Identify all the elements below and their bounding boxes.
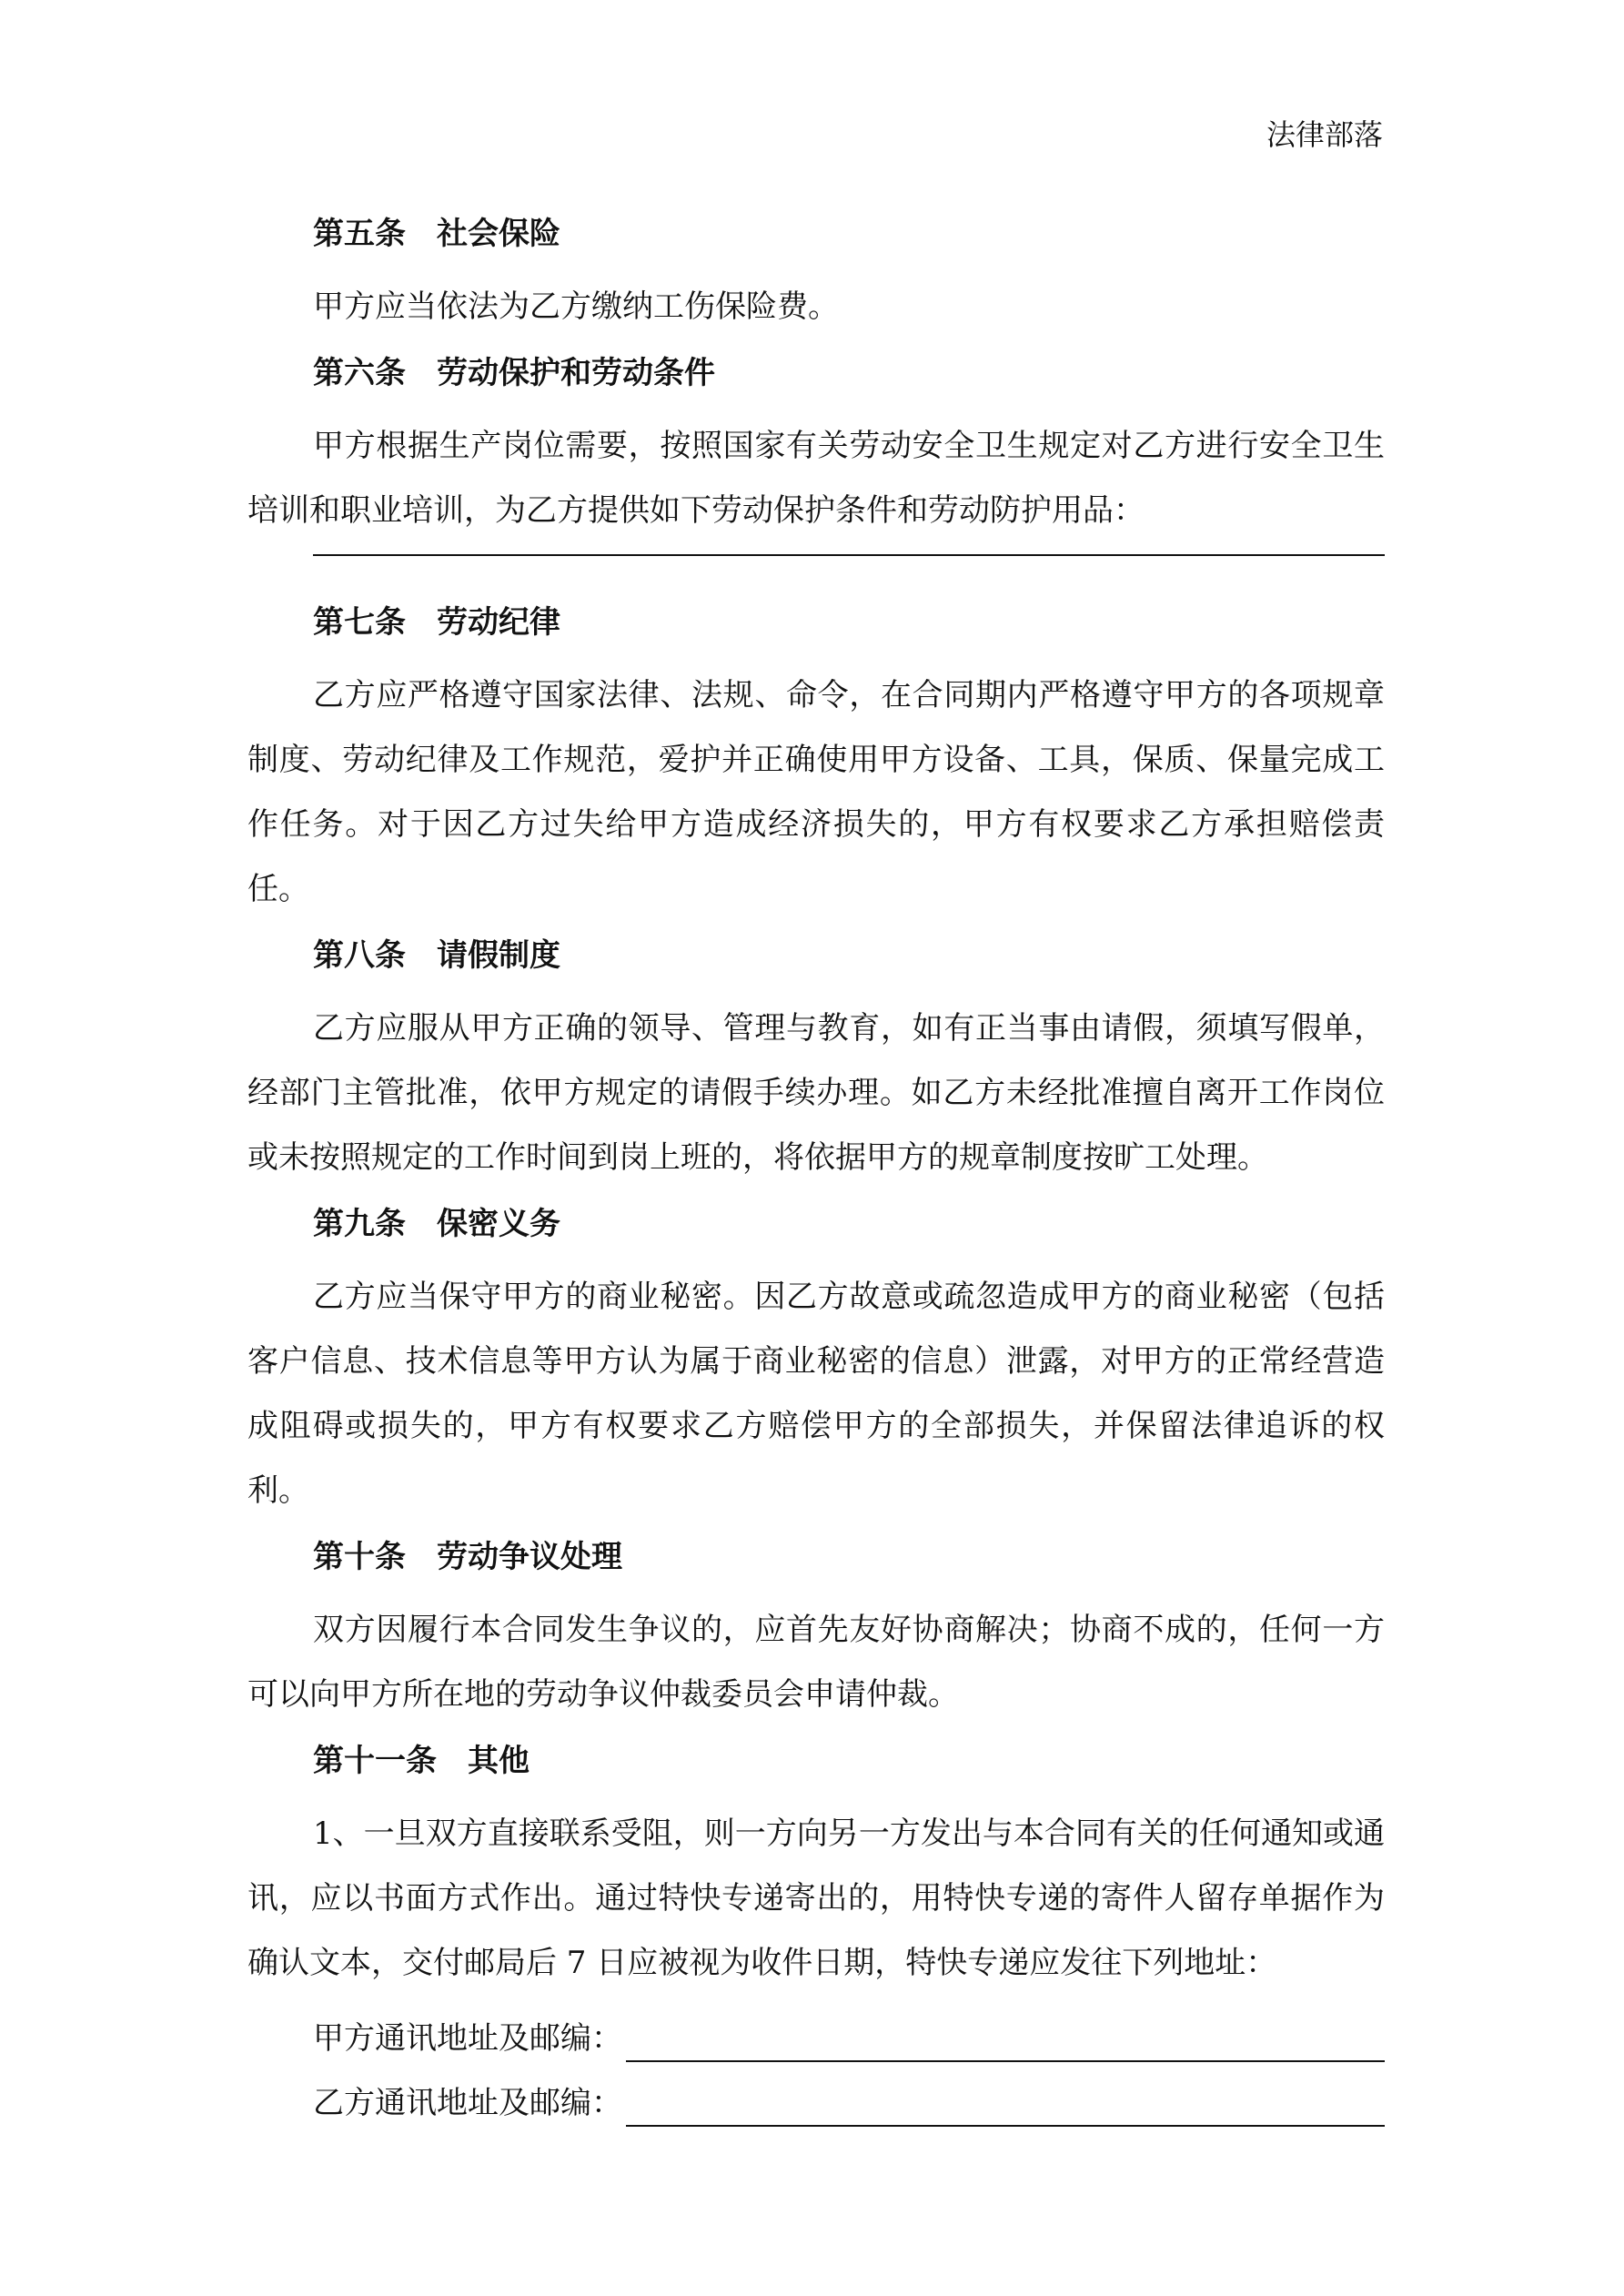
fill-in-blank-line[interactable] xyxy=(313,554,1385,556)
party-a-address-field[interactable] xyxy=(626,2013,1385,2062)
section-paragraph: 1、一旦双方直接联系受阻，则一方向另一方发出与本合同有关的任何通知或通讯，应以书面方式作出。通过特快专递寄出的，用特快专递的寄件人留存单据作为确认文本，交付邮局后 7 日应被视为收件日期，特快专递应发往下列地址： xyxy=(247,1816,1385,1981)
section-heading: 第八条 请假制度 xyxy=(313,937,560,974)
section-paragraph: 乙方应服从甲方正确的领导、管理与教育，如有正当事由请假，须填写假单，经部门主管批准，依甲方规定的请假手续办理。如乙方未经批准擅自离开工作岗位或未按照规定的工作时间到岗上班的，将依据甲方的规章制度按旷工处理。 xyxy=(247,1010,1385,1176)
section-dispute-resolution xyxy=(247,1534,1385,1727)
party-b-address-row xyxy=(247,2071,1385,2136)
document-body xyxy=(247,211,1385,2136)
section-labor-discipline xyxy=(247,600,1385,922)
section-heading: 第七条 劳动纪律 xyxy=(313,604,560,641)
section-heading: 第六条 劳动保护和劳动条件 xyxy=(313,355,715,391)
header-brand: 法律部落 xyxy=(1266,117,1383,152)
section-paragraph: 乙方应当保守甲方的商业秘密。因乙方故意或疏忽造成甲方的商业秘密（包括客户信息、技术信息等甲方认为属于商业秘密的信息）泄露，对甲方的正常经营造成阻碍或损失的，甲方有权要求乙方赔偿甲方的全部损失，并保留法律追诉的权利。 xyxy=(247,1279,1385,1509)
section-labor-protection xyxy=(247,350,1385,556)
section-other xyxy=(247,1738,1385,2136)
section-paragraph: 乙方应严格遵守国家法律、法规、命令，在合同期内严格遵守甲方的各项规章制度、劳动纪律及工作规范，爱护并正确使用甲方设备、工具，保质、保量完成工作任务。对于因乙方过失给甲方造成经济损失的，甲方有权要求乙方承担赔偿责任。 xyxy=(247,677,1385,907)
section-leave-policy xyxy=(247,933,1385,1190)
section-paragraph: 双方因履行本合同发生争议的，应首先友好协商解决；协商不成的，任何一方可以向甲方所在地的劳动争议仲裁委员会申请仲裁。 xyxy=(247,1612,1385,1713)
section-confidentiality xyxy=(247,1201,1385,1523)
section-heading: 第九条 保密义务 xyxy=(313,1206,560,1242)
party-b-address-field[interactable] xyxy=(626,2078,1385,2127)
section-heading: 第十条 劳动争议处理 xyxy=(313,1539,622,1575)
section-paragraph: 甲方应当依法为乙方缴纳工伤保险费。 xyxy=(313,288,839,325)
party-b-address-label: 乙方通讯地址及邮编： xyxy=(313,2085,622,2121)
party-a-address-label: 甲方通讯地址及邮编： xyxy=(313,2020,622,2057)
section-heading: 第十一条 其他 xyxy=(313,1743,530,1779)
section-social-insurance xyxy=(247,211,1385,339)
party-a-address-row xyxy=(247,2007,1385,2071)
section-paragraph: 甲方根据生产岗位需要，按照国家有关劳动安全卫生规定对乙方进行安全卫生培训和职业培训，为乙方提供如下劳动保护条件和劳动防护用品： xyxy=(247,428,1385,529)
section-heading: 第五条 社会保险 xyxy=(313,216,560,252)
